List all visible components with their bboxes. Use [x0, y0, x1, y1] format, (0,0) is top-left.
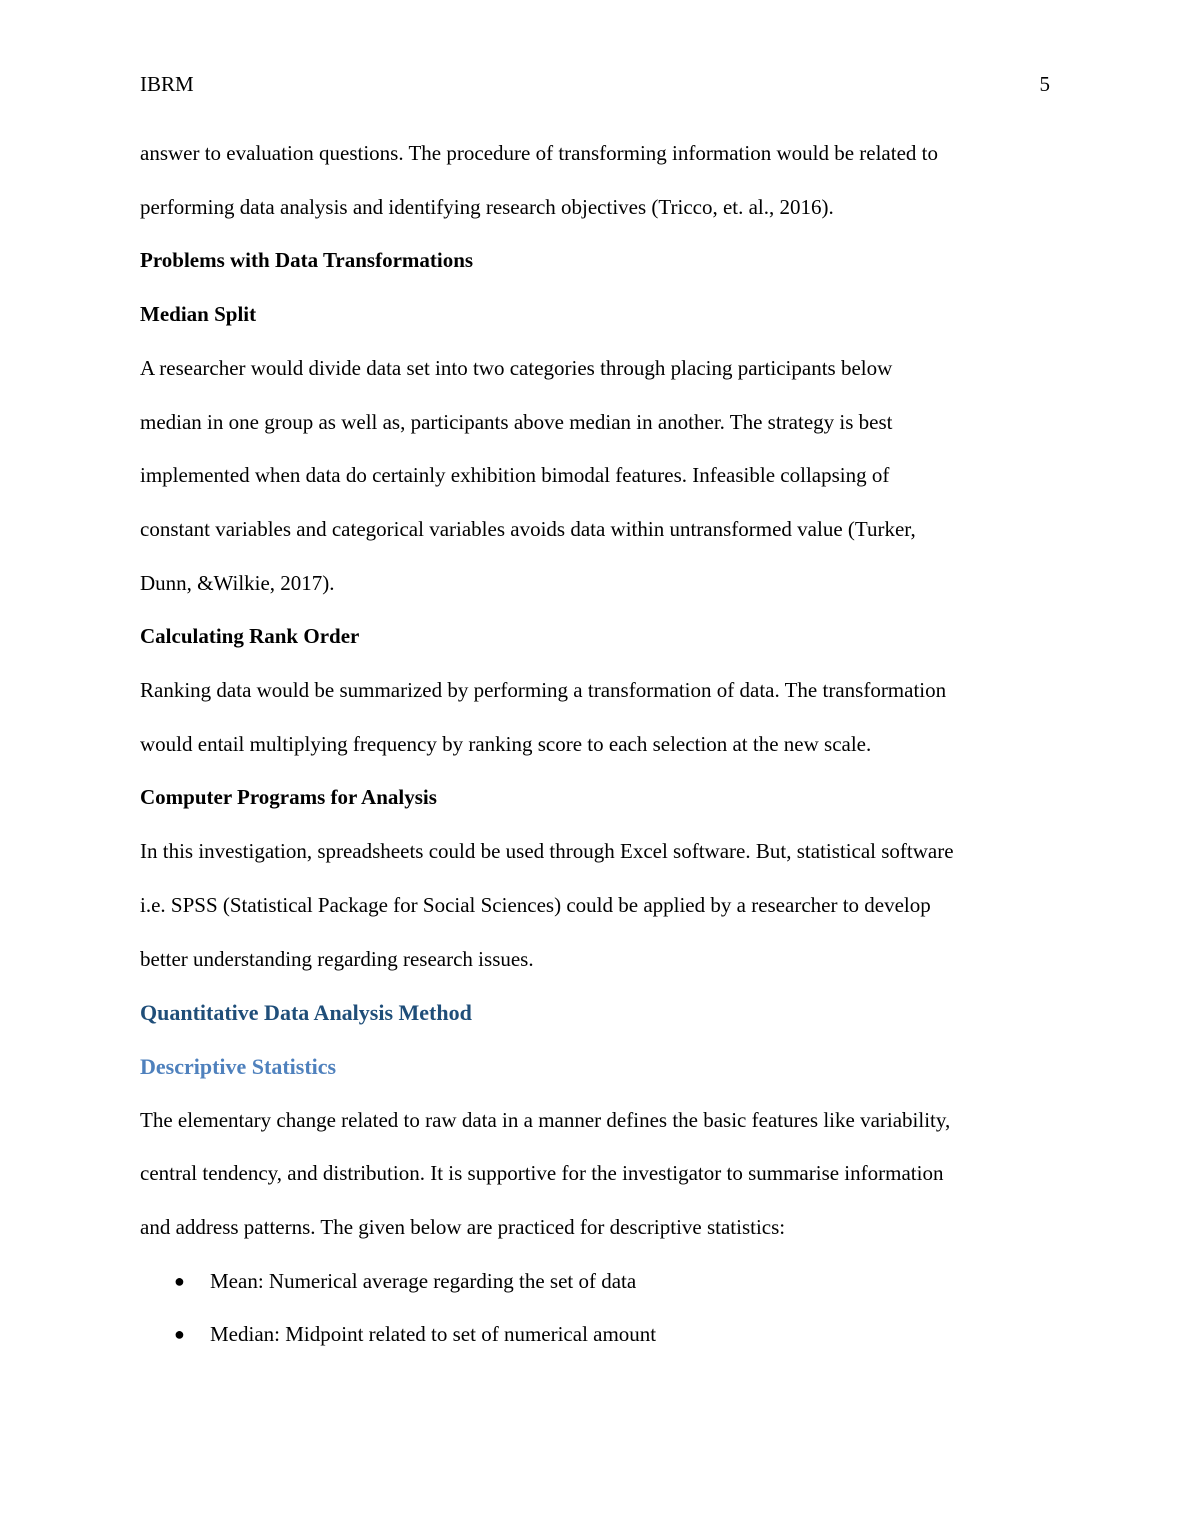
paragraph-line: A researcher would divide data set into two categories through placing participants below [140, 355, 893, 380]
paragraph-line: implemented when data do certainly exhibition bimodal features. Infeasible collapsing of [140, 463, 890, 488]
list-item-text: Mean: Numerical average regarding the set of data [210, 1268, 637, 1293]
paragraph-line: performing data analysis and identifying research objectives (Tricco, et. al., 2016). [140, 194, 834, 219]
running-head: IBRM [140, 72, 194, 96]
bullet-icon: ● [174, 1324, 185, 1345]
paragraph-line: Ranking data would be summarized by performing a transformation of data. The transformation [140, 678, 947, 703]
descriptive-statistics-list [140, 1255, 1060, 1362]
heading-quantitative-data-analysis: Quantitative Data Analysis Method [140, 1000, 472, 1026]
paragraph-line: median in one group as well as, participants above median in another. The strategy is best [140, 409, 893, 434]
paragraph-line: and address patterns. The given below are practiced for descriptive statistics: [140, 1215, 786, 1240]
paragraph-line: answer to evaluation questions. The procedure of transforming information would be related to [140, 141, 938, 165]
heading-median-split: Median Split [140, 302, 257, 327]
list-item-text: Median: Midpoint related to set of numerical amount [210, 1322, 657, 1347]
paragraph-line: i.e. SPSS (Statistical Package for Social Sciences) could be applied by a researcher to develop [140, 892, 931, 917]
paragraph-line: better understanding regarding research issues. [140, 946, 534, 971]
heading-calculating-rank-order: Calculating Rank Order [140, 624, 360, 649]
paragraph-line: In this investigation, spreadsheets could be used through Excel software. But, statistical software [140, 839, 954, 864]
paragraph-line: The elementary change related to raw data in a manner defines the basic features like variability, [140, 1107, 951, 1132]
heading-computer-programs: Computer Programs for Analysis [140, 785, 437, 810]
heading-problems-with-data-transformations: Problems with Data Transformations [140, 248, 474, 273]
list-item [140, 1255, 1060, 1309]
paragraph-line: Dunn, &Wilkie, 2017). [140, 570, 335, 595]
paragraph-line: constant variables and categorical variables avoids data within untransformed value (Turker, [140, 516, 916, 541]
bullet-icon: ● [174, 1270, 185, 1291]
heading-descriptive-statistics: Descriptive Statistics [140, 1053, 337, 1079]
page-header [140, 70, 1050, 98]
list-item [140, 1308, 1060, 1362]
paragraph-line: would entail multiplying frequency by ranking score to each selection at the new scale. [140, 731, 872, 756]
document-body [140, 127, 1060, 1362]
page-number: 5 [1039, 72, 1050, 96]
paragraph-line: central tendency, and distribution. It is supportive for the investigator to summarise information [140, 1161, 944, 1186]
